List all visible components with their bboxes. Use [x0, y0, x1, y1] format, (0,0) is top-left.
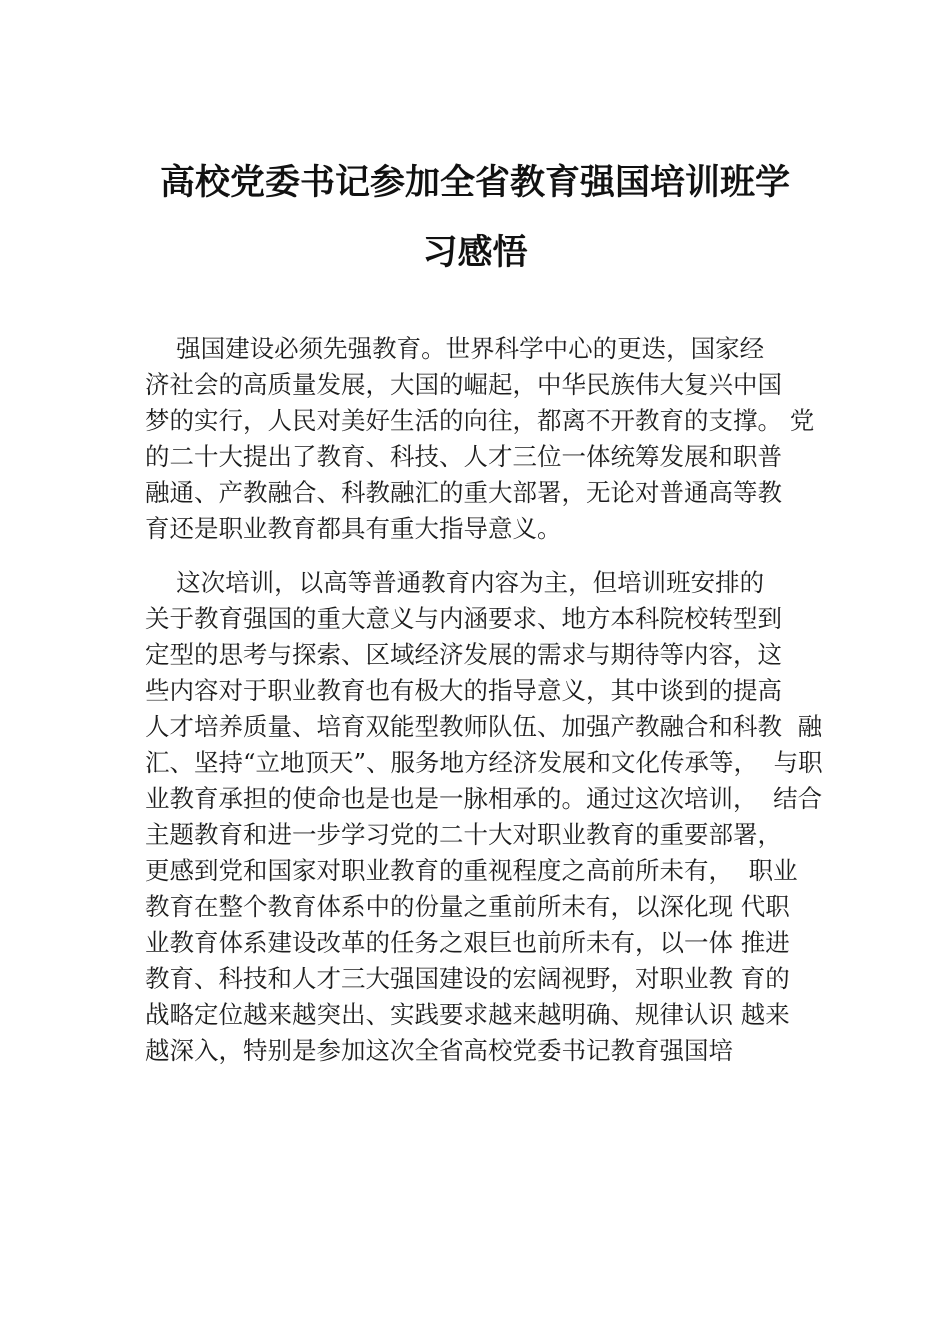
- body-line-4: 的二十大提出了教育、科技、人才三位一体统筹发展和职普: [145, 442, 782, 471]
- body-line-1: 强国建设必须先强教育。世界科学中心的更迭，国家经: [145, 334, 765, 363]
- body-line-7: 这次培训，以高等普通教育内容为主，但培训班安排的: [145, 568, 765, 597]
- document-title-line-2: 习感悟: [422, 233, 528, 273]
- body-line-14: 主题教育和进一步学习党的二十大对职业教育的重要部署，: [145, 820, 782, 849]
- body-line-11: 人才培养质量、培育双能型教师队伍、加强产教融合和科教 融: [145, 712, 823, 741]
- body-line-20: 越深入，特别是参加这次全省高校党委书记教育强国培: [145, 1036, 733, 1065]
- body-line-9: 定型的思考与探索、区域经济发展的需求与期待等内容，这: [145, 640, 782, 669]
- body-line-15: 更感到党和国家对职业教育的重视程度之高前所未有， 职业: [145, 856, 798, 885]
- body-line-12: 汇、坚持“立地顶天”、服务地方经济发展和文化传承等， 与职: [145, 748, 823, 777]
- body-line-10: 些内容对于职业教育也有极大的指导意义，其中谈到的提高: [145, 676, 782, 705]
- body-line-16: 教育在整个教育体系中的份量之重前所未有，以深化现 代职: [145, 892, 790, 921]
- document-title-line-1: 高校党委书记参加全省教育强国培训班学: [159, 163, 790, 203]
- body-line-6: 育还是职业教育都具有重大指导意义。: [145, 514, 562, 543]
- body-line-19: 战略定位越来越突出、实践要求越来越明确、规律认识 越来: [145, 1000, 790, 1029]
- body-line-3: 梦的实行，人民对美好生活的向往，都离不开教育的支撑。 党: [145, 406, 815, 435]
- body-line-2: 济社会的高质量发展，大国的崛起，中华民族伟大复兴中国: [145, 370, 782, 399]
- body-line-8: 关于教育强国的重大意义与内涵要求、地方本科院校转型到: [145, 604, 782, 633]
- body-line-5: 融通、产教融合、科教融汇的重大部署，无论对普通高等教: [145, 478, 782, 507]
- body-line-18: 教育、科技和人才三大强国建设的宏阔视野，对职业教 育的: [145, 964, 790, 993]
- body-line-17: 业教育体系建设改革的任务之艰巨也前所未有，以一体 推进: [145, 928, 790, 957]
- body-line-13: 业教育承担的使命也是也是一脉相承的。通过这次培训， 结合: [145, 784, 823, 813]
